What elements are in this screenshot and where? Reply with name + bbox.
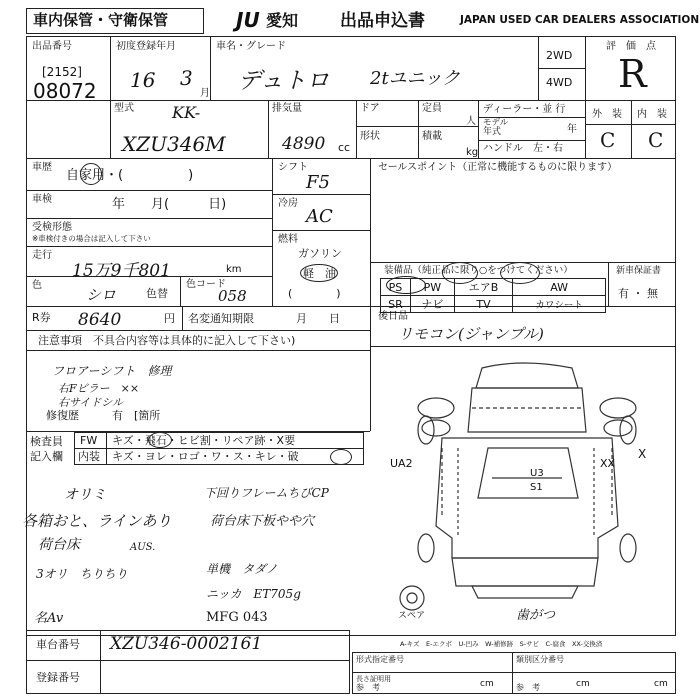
storage-title: 車内保管・守衛保管	[33, 11, 169, 29]
new-car-label: 新車保証書	[616, 266, 662, 276]
inspector-mid	[74, 448, 364, 449]
aftermarket-label: 後日品	[378, 311, 408, 322]
footer-div	[100, 630, 101, 694]
model-year-label: モデル	[483, 118, 509, 128]
diagram-ua2: UA2	[390, 457, 413, 470]
ext-int-sep	[631, 100, 632, 158]
grade-value: 2tユニック	[370, 68, 460, 89]
equip-circle-pw	[442, 262, 478, 284]
dealer-label: ディーラー・並 行	[483, 104, 566, 115]
inspector-interior: 内装	[78, 450, 100, 463]
repair-label: 修復歴	[46, 409, 79, 422]
hist-sep2	[26, 218, 272, 219]
reception-label: 受検形態	[32, 222, 72, 233]
drive-sep	[538, 68, 585, 69]
inspector-circle-2	[330, 449, 352, 465]
hw-col2-f: 名Av	[34, 611, 64, 626]
inspector-fw-items: キズ・飛石・ヒビ割・リペア跡・X要	[112, 434, 296, 447]
diagram-bottom-note: 歯がつ	[516, 608, 556, 623]
div-disp	[268, 100, 269, 158]
equip-airbag: エアB	[454, 279, 512, 296]
footer-mid	[26, 660, 350, 661]
ref1: 参 考	[356, 683, 380, 692]
handle-label: ハンドル 左・右	[483, 143, 563, 154]
org-name: 愛知	[266, 11, 299, 30]
equip-tv: TV	[454, 296, 512, 313]
model-prefix: KK-	[172, 103, 201, 122]
inspection-label: 車検	[32, 194, 52, 205]
chassis-value: XZU346-0002161	[110, 634, 263, 654]
fuel-diesel: 軽 油	[303, 267, 336, 280]
recycle-sep	[182, 306, 183, 330]
vehicle-diagram	[372, 348, 674, 648]
color-code-value: 058	[218, 287, 247, 305]
recycle-value: 8640	[78, 310, 122, 330]
load-unit: kg	[466, 147, 479, 158]
name-label: 車名・グレード	[216, 41, 286, 52]
disp-value: 4890	[282, 134, 326, 154]
shift-value: F5	[306, 172, 330, 193]
name-change-value: 月 日	[296, 312, 340, 325]
equip-aw: AW	[513, 279, 606, 296]
hw-col2-e: MFG 043	[206, 610, 268, 625]
door-sep	[356, 126, 478, 127]
door-label: ドア	[360, 103, 380, 114]
inspector-fw: FW	[80, 434, 98, 447]
equip-pw: PW	[410, 279, 454, 296]
lot-number: 08072	[33, 79, 97, 103]
div-door	[356, 100, 357, 158]
lot-label: 出品番号	[32, 41, 72, 52]
disp-label: 排気量	[272, 103, 302, 114]
diagram-x: X	[638, 447, 647, 461]
recycle-unit: 円	[164, 312, 175, 325]
form-title: 出品申込書	[340, 11, 425, 31]
diagram-xx: XX	[600, 457, 616, 470]
score-label: 評 価 点	[606, 41, 656, 52]
hw-col1-c: 荷台床	[38, 537, 80, 553]
reg-note2: 類別区分番号	[516, 655, 564, 664]
notes-sep	[26, 350, 370, 351]
first-reg-label: 初度登録年月	[116, 41, 176, 52]
lot-sub: [2152]	[42, 65, 82, 79]
year-unit: 年	[567, 124, 577, 135]
diagram-u3: U3	[530, 468, 544, 479]
notes-line2: 右Fビラー ××	[58, 382, 140, 395]
div-score	[585, 36, 586, 158]
hw-col2-c: 単機 タダノ	[206, 562, 278, 576]
sales-label: セールスポイント（正常に機能するものに限ります）	[378, 162, 618, 173]
inspector-label1: 検査員	[30, 435, 63, 448]
row2-bottom	[26, 158, 676, 159]
new-car-options: 有 ・ 無	[618, 287, 658, 300]
div-cap	[418, 100, 419, 158]
diagram-spare: スペア	[398, 611, 426, 621]
div-reg	[210, 36, 211, 100]
hw-col1-a: オリミ	[64, 487, 106, 503]
div-shift	[272, 158, 273, 306]
chassis-label: 車台番号	[36, 638, 80, 651]
name-value: デュトロ	[238, 68, 330, 94]
disp-unit: cc	[338, 141, 351, 154]
first-reg-year: 16	[130, 68, 156, 92]
equipment-label: 装備品（純正品に限り○をつけてください）	[384, 265, 573, 276]
recycle-label: R券	[32, 311, 51, 324]
equip-seat: カワシート	[513, 296, 606, 313]
recycle-bottom	[26, 330, 370, 331]
ac-label: 冷房	[278, 198, 298, 209]
diagram-s1: S1	[530, 482, 543, 493]
fuel-label: 燃料	[278, 234, 298, 245]
history-circle	[80, 163, 102, 185]
notes-line3: 右サイドシル	[58, 396, 123, 409]
first-reg-month: 3	[180, 66, 193, 90]
equip-circle-ps	[386, 276, 426, 294]
first-reg-unit: 月	[200, 88, 210, 99]
hw-col2-d: ニッカ ET705g	[206, 587, 301, 601]
color-value: シロ	[86, 286, 117, 304]
reception-note: ※車検付きの場合は記入して下さい	[32, 234, 151, 243]
drive-4wd: 4WD	[546, 76, 573, 89]
row1-bottom	[26, 100, 676, 101]
load-label: 積載	[422, 131, 442, 142]
ext-value: C	[600, 128, 616, 152]
hw-col1-b: 各箱おと、ラインあり	[22, 512, 172, 530]
cap-unit: 人	[466, 116, 476, 127]
fuel-gas: ガソリン	[298, 247, 342, 260]
color-code-label: 色コード	[186, 279, 226, 290]
inspector-label2: 記入欄	[30, 450, 63, 463]
history-options: 自家用・( )	[66, 168, 194, 183]
fuel-paren: ( )	[288, 287, 341, 300]
association-name: JAPAN USED CAR DEALERS ASSOCIATION	[460, 14, 700, 26]
footer-right-div	[512, 652, 513, 694]
score-value: R	[618, 52, 647, 96]
inspector-div	[106, 432, 107, 465]
mileage-unit: km	[226, 264, 242, 275]
ext-label: 外 装	[592, 109, 622, 120]
cm-1: cm	[480, 679, 494, 689]
cm-3: cm	[654, 679, 668, 689]
cm-2: cm	[576, 679, 590, 689]
aftermarket-bottom	[370, 346, 676, 347]
drive-2wd: 2WD	[546, 49, 573, 62]
mileage-value: 15万9千801	[72, 261, 171, 281]
ac-value: AC	[306, 206, 333, 227]
fuel-circle	[300, 264, 338, 282]
model-year-label2: 年式	[483, 127, 502, 137]
notes-line1: フロアーシフト 修理	[52, 364, 172, 378]
shift-sep2	[272, 230, 370, 231]
cap-label: 定員	[422, 103, 442, 114]
reg-label: 登録番号	[36, 671, 80, 684]
equip-ps: PS	[381, 279, 411, 296]
footer-right-mid	[352, 672, 676, 673]
inspector-interior-items: キズ・ヨレ・ロゴ・ワ・ス・キレ・破	[112, 450, 299, 463]
hist-sep3	[26, 246, 272, 247]
hw-col1-d: 3オリ ちりちり	[36, 567, 128, 581]
cert-label: 長さ証明用	[356, 675, 391, 683]
dealer-sep2	[478, 140, 585, 141]
history-label: 車歴	[32, 162, 52, 173]
int-value: C	[648, 128, 664, 152]
div-sales	[370, 158, 371, 431]
hw-col1-e: AUS.	[130, 542, 156, 553]
color-label: 色	[32, 280, 42, 291]
int-label: 内 装	[637, 109, 667, 120]
model-value: XZU346M	[122, 132, 226, 156]
div-lot	[110, 36, 111, 158]
inspection-value: 年 月( 日)	[112, 197, 227, 212]
reg-note1: 形式指定番号	[356, 655, 404, 664]
inspector-circle-1	[148, 432, 172, 448]
hw-col2-b: 荷台床下板やや穴	[210, 514, 315, 529]
model-label: 型式	[114, 103, 134, 114]
equip-sr: SR	[381, 296, 411, 313]
equip-circle-airbag	[500, 262, 540, 284]
diagram-legend: A-キズ E-エクボ U-凹み W-補修跡 S-サビ C-腐食 XX-交換済	[400, 640, 603, 648]
repair-value: 有 [箇所	[112, 409, 161, 422]
notes-label: 注意事項 不具合内容等は具体的に記入して下さい)	[38, 334, 296, 347]
color-code-sep	[180, 276, 181, 306]
shape-label: 形状	[360, 131, 380, 142]
ref2: 参 考	[516, 683, 540, 692]
equip-navi: ナビ	[410, 296, 454, 313]
div-dealer	[478, 100, 479, 158]
mileage-label: 走行	[32, 250, 52, 261]
ju-logo: JU	[236, 8, 260, 32]
hw-col2-a: 下回りフレームちびCP	[204, 486, 329, 500]
shift-sep1	[272, 194, 370, 195]
aftermarket-value: リモコン(ジャンプル)	[398, 325, 544, 343]
hist-sep1	[26, 190, 272, 191]
shift-label: シフト	[278, 162, 308, 173]
name-change-label: 名変通知期限	[188, 312, 254, 325]
newcar-sep	[608, 262, 609, 306]
color-change-label: 色替	[146, 287, 168, 300]
